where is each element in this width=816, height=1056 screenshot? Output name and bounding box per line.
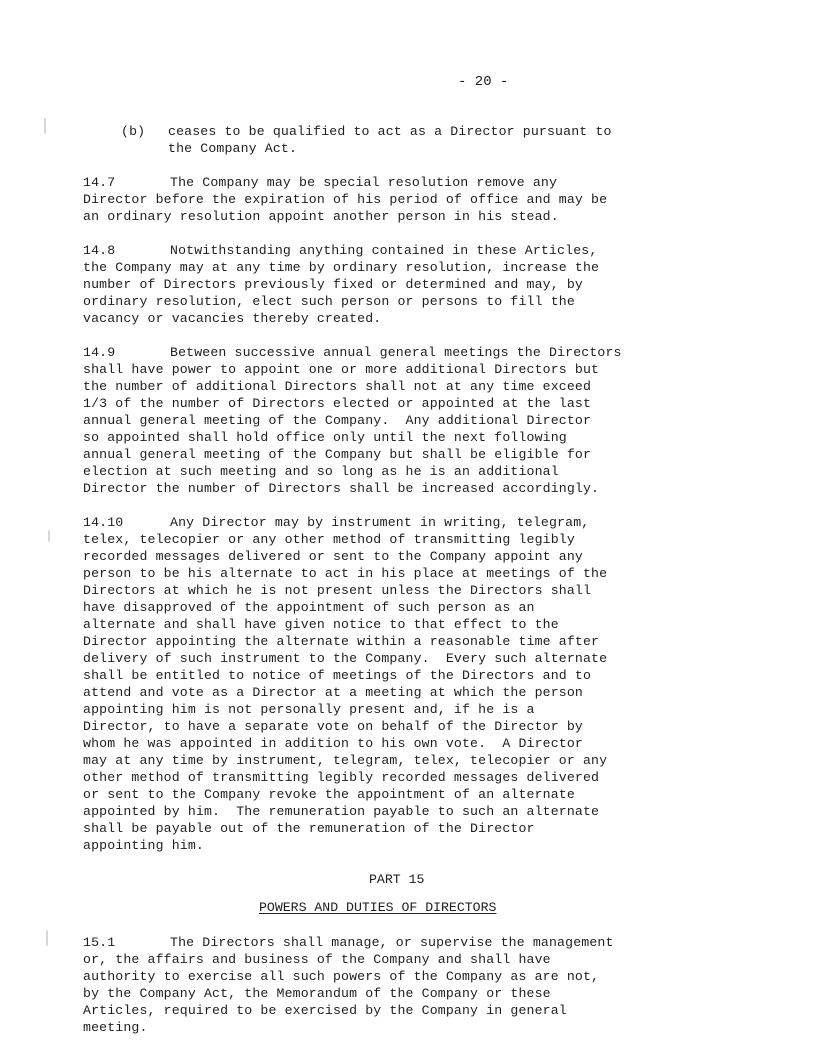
paragraph-line: Director the number of Directors shall be increased accordingly. [83, 481, 600, 496]
paragraph-line: election at such meeting and so long as he is an additional [83, 464, 559, 479]
paragraph-line: shall be entitled to notice of meetings of the Directors and to [83, 668, 592, 683]
paragraph-line: may at any time by instrument, telegram, telex, telecopier or any [83, 753, 608, 768]
punch-hole-mark [44, 118, 46, 134]
paragraph-line: Between successive annual general meetings the Directors [170, 345, 622, 360]
paragraph-line: 1/3 of the number of Directors elected or appointed at the last [83, 396, 592, 411]
part-subtitle: POWERS AND DUTIES OF DIRECTORS [259, 900, 497, 915]
paragraph-line: whom he was appointed in addition to his own vote. A Director [83, 736, 583, 751]
paragraph-line: have disapproved of the appointment of such person as an [83, 600, 535, 615]
paragraph-line: number of Directors previously fixed or determined and may, by [83, 277, 583, 292]
paragraph-number: 15.1 [83, 935, 116, 950]
paragraph-line: shall have power to appoint one or more additional Directors but [83, 362, 600, 377]
paragraph-line: shall be payable out of the remuneration of the Director [83, 821, 535, 836]
paragraph-line: so appointed shall hold office only until the next following [83, 430, 567, 445]
paragraph-line: recorded messages delivered or sent to the Company appoint any [83, 549, 583, 564]
paragraph-number: 14.10 [83, 515, 124, 530]
paragraph-line: other method of transmitting legibly recorded messages delivered [83, 770, 600, 785]
paragraph-line: or sent to the Company revoke the appointment of an alternate [83, 787, 575, 802]
paragraph-line: Director appointing the alternate within a reasonable time after [83, 634, 600, 649]
paragraph-line: Articles, required to be exercised by the Company in general [83, 1003, 567, 1018]
item-line: ceases to be qualified to act as a Director pursuant to [168, 124, 612, 139]
paragraph-line: Any Director may by instrument in writing, telegram, [170, 515, 590, 530]
paragraph-line: meeting. [83, 1020, 148, 1035]
paragraph-line: vacancy or vacancies thereby created. [83, 311, 382, 326]
paragraph-number: 14.7 [83, 175, 116, 190]
paragraph-line: ordinary resolution, elect such person or persons to fill the [83, 294, 575, 309]
paragraph-line: Director before the expiration of his period of office and may be [83, 192, 608, 207]
paragraph-line: attend and vote as a Director at a meeting at which the person [83, 685, 583, 700]
paragraph-line: Director, to have a separate vote on behalf of the Director by [83, 719, 583, 734]
paragraph-line: or, the affairs and business of the Company and shall have [83, 952, 551, 967]
paragraph-line: by the Company Act, the Memorandum of the Company or these [83, 986, 551, 1001]
paragraph-number: 14.9 [83, 345, 116, 360]
part-title: PART 15 [369, 872, 425, 887]
item-line: the Company Act. [168, 141, 298, 156]
paragraph-line: appointed by him. The remuneration payable to such an alternate [83, 804, 600, 819]
paragraph-line: annual general meeting of the Company. Any additional Director [83, 413, 592, 428]
paragraph-line: appointing him is not personally present and, if he is a [83, 702, 535, 717]
page-number: - 20 - [458, 74, 509, 90]
paragraph-line: the Company may at any time by ordinary resolution, increase the [83, 260, 600, 275]
paragraph-line: person to be his alternate to act in his place at meetings of the [83, 566, 608, 581]
paragraph-number: 14.8 [83, 243, 116, 258]
paragraph-line: Notwithstanding anything contained in these Articles, [170, 243, 598, 258]
paragraph-line: alternate and shall have given notice to that effect to the [83, 617, 559, 632]
punch-hole-mark [46, 930, 48, 946]
paragraph-line: The Company may be special resolution remove any [170, 175, 558, 190]
paragraph-line: the number of additional Directors shall not at any time exceed [83, 379, 592, 394]
item-label: (b) [121, 124, 146, 139]
paragraph-line: Directors at which he is not present unless the Directors shall [83, 583, 592, 598]
paragraph-line: The Directors shall manage, or supervise the management [170, 935, 614, 950]
paragraph-line: an ordinary resolution appoint another person in his stead. [83, 209, 559, 224]
paragraph-line: telex, telecopier or any other method of transmitting legibly [83, 532, 575, 547]
paragraph-line: delivery of such instrument to the Company. Every such alternate [83, 651, 608, 666]
punch-hole-mark [48, 530, 50, 542]
paragraph-line: appointing him. [83, 838, 204, 853]
paragraph-line: authority to exercise all such powers of the Company as are not, [83, 969, 600, 984]
paragraph-line: annual general meeting of the Company but shall be eligible for [83, 447, 592, 462]
